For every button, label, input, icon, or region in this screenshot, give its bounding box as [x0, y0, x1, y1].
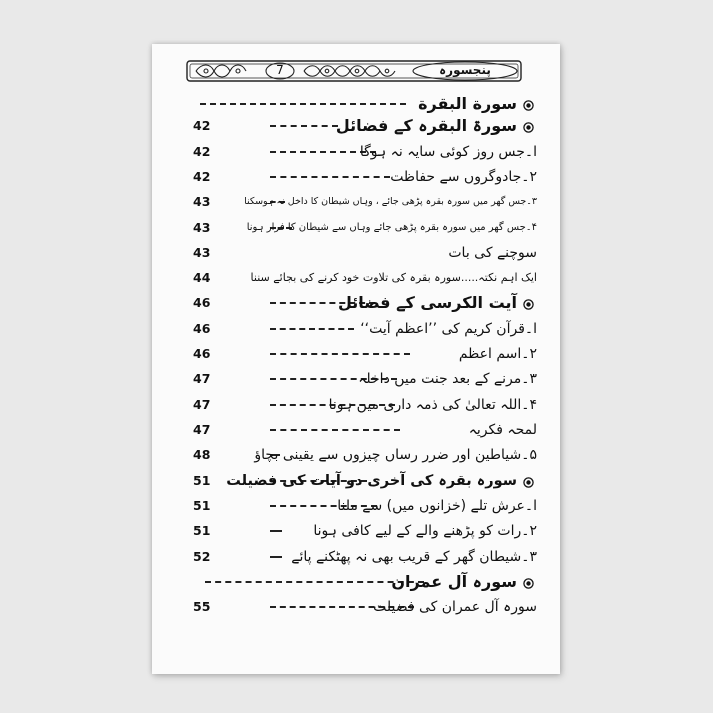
flower-bullet-icon	[523, 299, 534, 310]
toc-entry-title: ۳۔جس گھر میں سورہ بقرہ پڑھی جائے ، وہاں شیطان کا داخل نہ ہوسکنا	[244, 196, 537, 207]
toc-page-number: 51	[193, 523, 211, 538]
toc-page-number: 42	[193, 169, 211, 184]
toc-page-number: 48	[193, 447, 211, 462]
toc-leader-dashes	[270, 556, 282, 558]
toc-entry	[193, 167, 537, 189]
toc-entry-title: ۴۔اللہ تعالیٰ کی ذمہ داری میں ہونا	[328, 397, 537, 413]
toc-page-number: 46	[193, 346, 211, 361]
toc-entry-title: ۲۔جادوگروں سے حفاظت	[390, 169, 537, 185]
toc-entry-title: سوچنے کی بات	[448, 245, 537, 261]
toc-leader-dashes	[270, 176, 390, 178]
toc-entry-title: سورہ بقرہ کی آخری دو آیات کی فضیلت	[226, 473, 517, 489]
toc-entry	[193, 547, 537, 569]
flower-bullet-icon	[523, 100, 534, 111]
toc-page-number: 46	[193, 295, 211, 310]
toc-page-number: 44	[193, 270, 211, 285]
toc-entry-title: ۲۔اسم اعظم	[458, 346, 537, 362]
toc-section-heading	[193, 471, 535, 493]
toc-leader-dashes	[270, 125, 338, 127]
toc-page-number: 47	[193, 371, 211, 386]
flower-bullet-icon	[523, 578, 534, 589]
toc-entry-title: سورة البقرة	[418, 94, 517, 113]
toc-section-heading	[193, 293, 535, 315]
toc-page-number: 43	[193, 245, 211, 260]
toc-entry-title: ۳۔شیطان گھر کے قریب بھی نہ پھٹکنے پائے	[291, 549, 537, 565]
toc-entry	[193, 521, 537, 543]
flower-bullet-icon	[523, 122, 534, 133]
toc-entry-title: ا۔عرش تلے (خزانوں میں) سے ملنا	[337, 498, 537, 514]
toc-section-heading	[193, 116, 535, 138]
toc-entry	[193, 192, 537, 214]
toc-page-number: 46	[193, 321, 211, 336]
running-title: پنجسورہ	[439, 63, 491, 77]
toc-leader-dashes	[200, 103, 406, 105]
toc-entry	[193, 218, 537, 240]
toc-entry-title: ا۔قرآن کریم کی ’’اعظم آیت‘‘	[360, 321, 537, 337]
toc-entry-title: ا۔جس روز کوئی سایہ نہ ہوگا	[359, 144, 537, 160]
page-number: 7	[276, 63, 284, 77]
toc-entry	[193, 597, 537, 619]
toc-page-number: 47	[193, 397, 211, 412]
toc-entry	[193, 496, 537, 518]
toc-entry	[193, 142, 537, 164]
toc-page-number: 55	[193, 599, 211, 614]
toc-entry-title: سورہ آل عمران	[391, 572, 517, 591]
toc-entry-title: لمحہ فکریہ	[468, 422, 537, 438]
toc-section-heading	[193, 572, 535, 594]
toc-leader-dashes	[270, 353, 410, 355]
toc-entry-title: سورہ آل عمران کی فضیلت	[373, 599, 537, 615]
toc-entry-title: ۵۔شیاطین اور ضرر رساں چیزوں سے یقینی بچاؤ	[254, 447, 537, 463]
toc-page-number: 52	[193, 549, 211, 564]
toc-entry	[193, 268, 537, 290]
toc-entry-title: ایک اہم نکتہ.....سورہ بقرہ کی تلاوت خود کرنے کی بجائے سننا	[250, 271, 537, 284]
toc-page-number: 42	[193, 118, 211, 133]
toc-page-number: 51	[193, 473, 211, 488]
toc-entry	[193, 445, 537, 467]
toc-entry	[193, 243, 537, 265]
toc-page-number: 47	[193, 422, 211, 437]
toc-entry	[193, 395, 537, 417]
toc-leader-dashes	[270, 328, 354, 330]
toc-entry	[193, 420, 537, 442]
toc-entry-title: ۳۔مرنے کے بعد جنت میں داخلہ	[358, 371, 537, 387]
toc-entry	[193, 319, 537, 341]
toc-leader-dashes	[270, 429, 400, 431]
toc-entry	[193, 344, 537, 366]
toc-page-number: 43	[193, 220, 211, 235]
toc-page-number: 43	[193, 194, 211, 209]
toc-page-number: 42	[193, 144, 211, 159]
toc-entry-title: آیت الکرسی کے فضائل	[337, 293, 517, 312]
toc-entry	[193, 369, 537, 391]
toc-page-number: 51	[193, 498, 211, 513]
toc-leader-dashes	[270, 530, 282, 532]
flower-bullet-icon	[523, 477, 534, 488]
toc-entry-title: ۴۔جس گھر میں سورہ بقرہ پڑھی جائے وہاں سے شیطان کا فرار ہونا	[246, 222, 537, 233]
toc-entry-title: ۲۔رات کو پڑھنے والے کے لیے کافی ہونا	[313, 523, 537, 539]
toc-entry-title: سورۃ البقرہ کے فضائل	[335, 116, 517, 135]
toc-section-heading	[193, 94, 535, 116]
